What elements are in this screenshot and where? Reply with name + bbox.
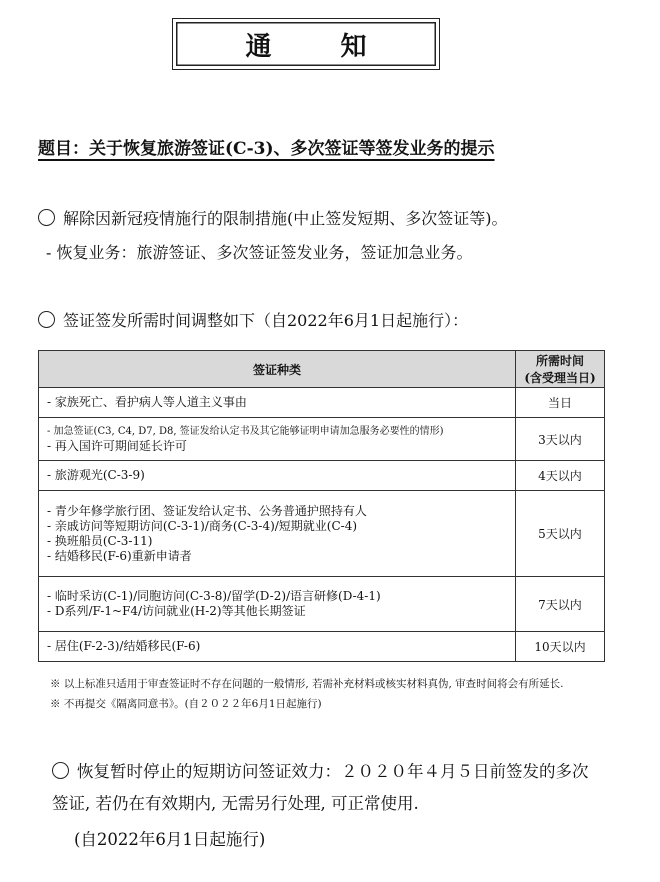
visa-type-line: - 居住(F-2-3)/结婚移民(F-6)	[47, 639, 201, 653]
section1-text: 解除因新冠疫情施行的限制措施(中止签发短期、多次签证等)。	[63, 209, 508, 228]
visa-type-line: - 结婚移民(F-6)重新申请者	[47, 548, 192, 563]
section2	[38, 308, 468, 331]
table-row	[39, 461, 605, 491]
visa-type-cell	[39, 491, 516, 577]
visa-type-cell	[39, 577, 516, 632]
table-row	[39, 577, 605, 632]
processing-time-cell: 4天以内	[516, 461, 605, 491]
visa-type-line: - 亲戚访问等短期访问(C-3-1)/商务(C-3-4)/短期就业(C-4)	[47, 518, 358, 533]
visa-type-cell	[39, 388, 516, 418]
notice-title: 通 知	[245, 31, 397, 62]
visa-type-line: - 换班船员(C-3-11)	[47, 533, 153, 548]
section1	[38, 206, 508, 229]
footnote: ※ 以上标准只适用于审查签证时不存在问题的一般情形, 若需补充材料或核实材料真伪, 审查时间将会有所延长.	[50, 678, 564, 690]
footnote: ※ 不再提交《隔离同意书》。(自２０２２年6月1日起施行)	[50, 698, 322, 710]
visa-type-cell	[39, 418, 516, 461]
section1-sub: - 恢复业务：旅游签证、多次签证签发业务，签证加急业务。	[46, 243, 473, 262]
processing-time-cell: 7天以内	[516, 577, 605, 632]
visa-type-line: - 旅游观光(C-3-9)	[47, 468, 145, 482]
section3	[52, 756, 600, 856]
processing-time-cell: 10天以内	[516, 632, 605, 662]
header-processing-time: 所需时间 (含受理当日)	[516, 351, 605, 388]
visa-type-cell	[39, 461, 516, 491]
section3-date: (自2022年6月1日起施行)	[74, 830, 266, 849]
visa-type-line: - 再入国许可期间延长许可	[47, 439, 187, 453]
circle-bullet-icon	[38, 209, 55, 226]
table-row	[39, 491, 605, 577]
visa-type-line: - 青少年修学旅行团、签证发给认定书、公务普通护照持有人	[47, 503, 367, 518]
subject-heading: 题目：关于恢复旅游签证(C-3)、多次签证等签发业务的提示	[38, 139, 495, 159]
processing-time-cell: 5天以内	[516, 491, 605, 577]
table-row	[39, 388, 605, 418]
circle-bullet-icon	[38, 311, 55, 328]
header-visa-type: 签证种类	[39, 351, 516, 388]
processing-time-cell: 当日	[516, 388, 605, 418]
visa-type-line: - 家族死亡、看护病人等人道主义事由	[47, 395, 247, 409]
visa-type-line: - 加急签证(C3, C4, D7, D8, 签证发给认定书及其它能够证明申请加急服务必要性的情形)	[47, 426, 444, 437]
table-row	[39, 632, 605, 662]
processing-time-table	[38, 350, 605, 662]
table-row	[39, 418, 605, 461]
processing-time-cell: 3天以内	[516, 418, 605, 461]
section2-text: 签证签发所需时间调整如下（自2022年6月1日起施行）：	[63, 311, 469, 330]
footnotes	[50, 674, 564, 714]
notice-title-box	[172, 18, 440, 70]
visa-type-line: - 临时采访(C-1)/同胞访问(C-3-8)/留学(D-2)/语言研修(D-4-1)	[47, 589, 381, 603]
section3-text: 恢复暂时停止的短期访问签证效力：２０２０年４月５日前签发的多次签证, 若仍在有效期内, 无需另行处理, 可正常使用.	[52, 762, 589, 813]
visa-type-cell	[39, 632, 516, 662]
circle-bullet-icon	[52, 762, 69, 779]
visa-type-line: - D系列/F-1~F4/访问就业(H-2)等其他长期签证	[47, 604, 306, 618]
